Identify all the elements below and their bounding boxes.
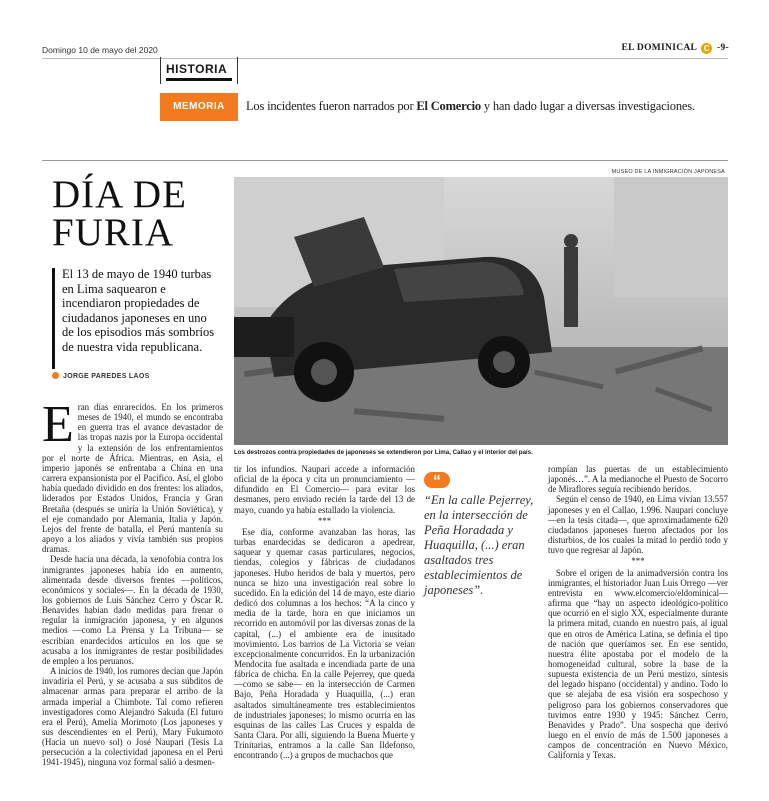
article-photo <box>234 177 728 445</box>
article-column-2 <box>234 464 415 761</box>
title-line-1: DÍA DE <box>52 173 187 216</box>
paragraph: tir los infundios. Naupari accede a información oficial de la época y cita un pronunciamiento —difundido en El Comercio— para evitar los desmanes, pero enviado recién la tarde del 13 de mayo, cuando ya había estallado la violencia. <box>234 464 415 515</box>
lede-bar <box>52 268 55 369</box>
byline-dot-icon <box>52 372 59 379</box>
paragraph: A inicios de 1940, los rumores decían que Japón invadiría el Perú, y se acusaba a sus súbditos de almacenar armas para preparar el arribo de la armada imperial a Chimbote. Tal como refieren investigadores como Alejandro Sakuda (El futuro era el Perú), Amelia Morimoto (Los japoneses y sus descendientes en el Perú), Mary Fukumoto (Hacia un nuevo sol) o José Naupari (Tesis La persecución a la colectividad japonesa en el Perú 1941-1945), ninguna voz formal salió a desmen- <box>42 666 223 768</box>
brand-name: EL DOMINICAL <box>621 43 697 53</box>
article-lede: El 13 de mayo de 1940 turbas en Lima saquearon e incendiaron propiedades de ciudadanos japoneses en uno de los episodios más sombríos de nuestra vida republicana. <box>62 267 215 354</box>
drop-cap: E <box>42 396 74 453</box>
article-top-rule <box>42 160 728 161</box>
paragraph: ran días enrarecidos. En los primeros meses de 1940, el mundo se encontraba en guerra tras el avance devastador de las tropas nazis por la Europa occidental y la extensión de los enfrentamientos por el norte de África. Mientras, en Asia, el imperio japonés se enfrentaba a China en una carrera expansionista por el Pacífico. Así, el globo había quedado dividido en dos frentes: los aliados, liderados por Estados Unidos, Francia y Gran Bretaña (después se uniría la Unión Soviética), y el eje comandado por Alemania, Italia y Japón. Lejos del frente de batalla, el Perú mantenía su apoyo a los aliados y vivía también sus propios dramas. <box>42 402 223 555</box>
memoria-tag: MEMORIA <box>160 93 238 121</box>
quote-icon: “ <box>424 472 450 488</box>
section-break: *** <box>317 515 332 526</box>
paragraph: Desde hacía una década, la xenofobia contra los inmigrantes japoneses había ido en aumento, alimentada desde diversos frentes —políticos, económicos y sociales—. En la década de 1930, los gobiernos de Luis Sánchez Cerro y Óscar R. Benavides habían dado medidas para frenar o regular la inmigración japonesa, y en algunos medios —como La Prensa y La Tribuna— se escribían enardecidos artículos en los que se acusaba a los inmigrantes de restar posibilidades de empleo a los peruanos. <box>42 554 223 666</box>
byline-author: JORGE PAREDES LAOS <box>63 373 150 380</box>
section-label: HISTORIA <box>166 62 228 76</box>
article-column-1 <box>42 396 223 768</box>
article-column-4 <box>548 464 728 761</box>
header-rule <box>42 58 728 59</box>
photo-credit: MUSEO DE LA INMIGRACIÓN JAPONESA <box>611 169 725 175</box>
photo-wrecked-car-icon <box>234 177 728 445</box>
brand-logo-icon: C <box>701 43 712 54</box>
memoria-text-post: y han dado lugar a diversas investigaciones. <box>480 99 695 113</box>
title-line-2: FURIA <box>52 211 175 254</box>
section-underline <box>166 78 232 81</box>
paragraph: rompían las puertas de un establecimiento japonés…”. A la medianoche el Puesto de Socorro de Miraflores seguía recibiendo heridos. <box>548 464 728 495</box>
paragraph: Ese día, conforme avanzaban las horas, las turbas enardecidas se dedicaron a apedrear, saquear y quemar casas particulares, negocios, tiendas, colegios y fábricas de ciudadanos japoneses. Hubo heridos de bala y muertos, pero nunca se hizo una investigación real sobre lo sucedido. En la edición del 14 de mayo, este diario dedicó dos columnas a los hechos: “A la cinco y media de la tarde, hora en que iniciamos un recorrido en automóvil por las diversas zonas de la capital, (...) el ambiente era de inusitado movimiento. Los barrios de La Victoria se veían excepcionalmente concurridos. En la urbanización Mendocita fue asaltada e incendiada parte de una fábrica de chicha. En la calle Pejerrey, que queda —como se sabe— en la intersección de Carmen Bajo, Peña Horadada y Huaquilla, (...) eran asaltados simultáneamente tres establecimientos de industriales japoneses; lo mismo ocurría en las esquinas de las calles Las Cruces y espalda de Santa Clara. Por allí, siguiendo la Buena Muerte y Trinitarias, entramos a la calle San Ildefonso, encontrando (...) a grupos de muchachos que <box>234 526 415 761</box>
pull-quote: “En la calle Pejerrey, en la intersección de Peña Horadada y Huaquilla, (...) eran asaltados tres establecimientos de japoneses”. <box>424 493 534 597</box>
memoria-text-pre: Los incidentes fueron narrados por <box>246 99 417 113</box>
byline <box>52 372 150 380</box>
paragraph: Sobre el origen de la animadversión contra los inmigrantes, el historiador Juan Luis Orrego —ver entrevista en www.elcomercio/eldominical— afirma que “hay un aspecto ideológico-político que ocurrió en el siglo XX, especialmente durante la primera mitad, cuando en nuestro país, al igual que en otros de América Latina, se definía el tipo de nación que queríamos ser. En ese sentido, nuestra élite apostaba por el modelo de la homogeneidad cultural, sobre la base de la supuesta existencia de un Perú mestizo, síntesis del legado hispano (occidental) y andino. Todo lo que se alejaba de esa visión era sospechoso y peligroso para los gobiernos conservadores que tuvimos entre 1930 y 1945: Sánchez Cerro, Benavides y Prado”. Una sospecha que derivó luego en el envío de más de 1.500 japoneses a campos de concentración en Nuevo México, California y Texas. <box>548 567 728 761</box>
masthead <box>622 43 730 54</box>
memoria-text <box>246 99 695 114</box>
paragraph: Según el censo de 1940, en Lima vivían 13.557 japoneses y en el Callao, 1.996. Naupari concluye —en la tesis citada—, que aproximadamente 620 ciudadanos japoneses fueron afectados por los disturbios, de los cuales la mitad lo perdió todo y tuvo que regresar al Japón. <box>548 494 728 556</box>
memoria-text-bold: El Comercio <box>416 99 481 113</box>
page-number: -9- <box>717 43 729 53</box>
issue-date: Domingo 10 de mayo del 2020 <box>42 45 158 55</box>
section-break: *** <box>631 556 645 567</box>
article-title <box>52 173 187 254</box>
photo-caption: Los destrozos contra propiedades de japoneses se extendieron por Lima, Callao y el interior del país. <box>234 449 533 456</box>
